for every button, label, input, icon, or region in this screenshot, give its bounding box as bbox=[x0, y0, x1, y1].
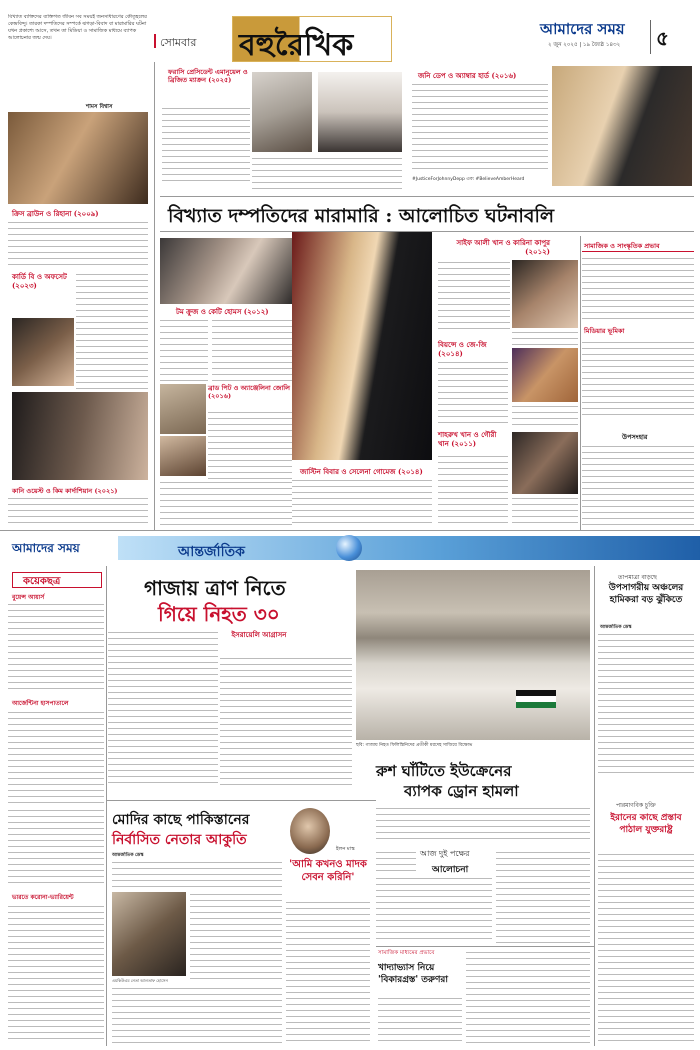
rule-v4 bbox=[594, 566, 595, 1046]
rule-v1 bbox=[154, 62, 155, 530]
brief-text-4 bbox=[8, 808, 104, 888]
rule-h3 bbox=[376, 946, 594, 947]
modi-text-3 bbox=[112, 986, 282, 1044]
modi-text-2 bbox=[190, 892, 282, 984]
saif-text bbox=[438, 260, 510, 330]
kanye-text bbox=[8, 496, 148, 526]
chris-title: ক্রিস ব্রাউন ও রিহানা (২০০৯) bbox=[12, 209, 99, 218]
justin-selena-photo bbox=[292, 232, 432, 460]
ukraine-text-4 bbox=[376, 876, 492, 944]
health-kicker: সামাজিক মাধ্যমের প্রভাবে bbox=[378, 950, 435, 956]
rihanna-photo bbox=[8, 112, 148, 204]
modi-headline-2: নির্বাসিত নেতার আকুতি bbox=[112, 832, 247, 848]
right-headline: উপসাগরীয় অঞ্চলের হামিকরা বড় ঝুঁকিতে bbox=[608, 583, 684, 605]
intl-paper-logo: আমাদের সময় bbox=[12, 541, 80, 555]
cardi-title: কার্ডি বি ও অফসেট (২০২৩) bbox=[12, 272, 67, 290]
rule-h2 bbox=[106, 800, 376, 801]
brief-item-1: বুয়েন্স আয়ার্স bbox=[12, 594, 45, 601]
tom-text bbox=[212, 318, 292, 382]
gaza-text-2 bbox=[220, 656, 352, 788]
day-divider bbox=[154, 34, 156, 48]
gaza-headline-2: গিয়ে নিহত ৩০ bbox=[158, 602, 280, 626]
rule-v3 bbox=[106, 566, 107, 1046]
main-headline: বিখ্যাত দম্পতিদের মারামারি : আলোচিত ঘটনাবলি bbox=[168, 205, 555, 227]
macron-title: ফরাসি প্রেসিডেন্ট এমানুয়েল ও ব্রিজিত ম্যাক্রন (২০২৫) bbox=[168, 68, 248, 84]
health-headline: খাদ্যাভ্যাস নিয়ে 'বিকারগ্রস্ত' তরুণরা bbox=[378, 963, 448, 985]
gaza-photo-caption: ছবি: গাজায় নিহত ফিলিস্তিনিদের প্রতীকী মরদেহ সাজিয়ে বিক্ষোভ bbox=[356, 743, 473, 748]
depp-text bbox=[412, 82, 548, 174]
intro-text: বিখ্যাত ব্যক্তিদের ব্যক্তিগত জীবন সব সময়ই জনসাধারণের কৌতূহলের কেন্দ্রবিন্দু। তারকা দম্পতিদের সম্পর্কে ঝগড়া-বিবাদ বা মারামারির ঘটনা যখন প্রকাশ্যে আসে, তখন তা মিডিয়া ও সামাজিক মাধ্যমে ব্যাপক আলোচনার জন্ম দেয়। bbox=[8, 14, 147, 41]
brad-text-2 bbox=[160, 480, 292, 528]
masthead-date: ২ জুন ২০২৫ | ১৯ জ্যৈষ্ঠ ১৪৩২ bbox=[548, 42, 621, 48]
macron-photo-1 bbox=[252, 72, 312, 152]
media-text bbox=[582, 340, 694, 416]
gaza-photo bbox=[356, 570, 590, 740]
brad-text bbox=[208, 410, 292, 480]
shahrukh-text bbox=[438, 454, 508, 526]
intl-header bbox=[0, 532, 700, 562]
rule-h-sep bbox=[0, 530, 700, 531]
shahrukh-photo bbox=[512, 432, 578, 494]
section-title-box bbox=[232, 16, 392, 62]
depp-photo bbox=[552, 66, 692, 186]
ukraine-text bbox=[376, 806, 590, 844]
musk-text bbox=[286, 900, 370, 1044]
media-title: মিডিয়ার ভূমিকা bbox=[584, 327, 625, 335]
iran-kicker: পারমাণবিক চুক্তি bbox=[616, 802, 656, 809]
page-number-rule bbox=[650, 20, 651, 54]
altaf-photo bbox=[112, 892, 186, 976]
modi-desk: আন্তর্জাতিক ডেস্ক bbox=[112, 853, 144, 858]
paper-logo: আমাদের সময় bbox=[540, 20, 625, 38]
saif-photo bbox=[512, 260, 578, 328]
saif-title: সাইফ আলী খান ও কারিনা কাপুর (২০১২) bbox=[456, 238, 550, 256]
beyonce-text bbox=[438, 360, 508, 426]
tom-text-side bbox=[160, 318, 208, 382]
right-kicker: তাপমাত্রা বাড়ছে bbox=[618, 574, 657, 581]
kanye-photo bbox=[12, 392, 148, 480]
iran-headline: ইরানের কাছে প্রস্তাব পাঠাল যুক্তরাষ্ট্র bbox=[610, 813, 682, 835]
macron-text-2 bbox=[252, 156, 402, 192]
opinion-kicker: আজ দুই পক্ষের bbox=[420, 849, 470, 858]
beyonce-text-2 bbox=[512, 404, 578, 426]
musk-headline: 'আমি কখনও মাদক সেবন করিনি' bbox=[289, 859, 367, 883]
justin-title: জাস্টিন বিবার ও সেলেনা গোমেজ (২০১৪) bbox=[300, 467, 423, 476]
right-text bbox=[598, 632, 694, 776]
tom-photo bbox=[160, 238, 292, 304]
globe-icon bbox=[336, 535, 362, 561]
brief-text-1 bbox=[8, 602, 104, 694]
brief-title: কয়েকছত্র bbox=[23, 576, 61, 587]
justin-text bbox=[292, 478, 432, 526]
ukraine-text-3 bbox=[496, 850, 590, 944]
opinion-headline: আলোচনা bbox=[432, 865, 469, 875]
health-text bbox=[466, 950, 590, 1044]
shahrukh-title: শাহরুখ খান ও গৌরী খান (২০১১) bbox=[438, 430, 497, 448]
brief-text-3 bbox=[8, 904, 104, 1044]
health-text-2 bbox=[378, 996, 462, 1044]
angelina-photo bbox=[160, 436, 206, 476]
intro-author: শামস বিশ্বাস bbox=[86, 104, 113, 110]
tom-title: টম ক্রুজ ও কেটি হোমস (২০১২) bbox=[176, 307, 269, 316]
flag-mark bbox=[516, 690, 556, 708]
depp-hashtags: #JusticeForJohnnyDepp এবং #BelieveAmberHeard bbox=[412, 177, 525, 182]
altaf-caption: এমকিউএম নেতা আলতাফ হোসেন bbox=[112, 978, 168, 983]
brad-photo bbox=[160, 384, 206, 434]
page-number: ৫ bbox=[656, 26, 669, 50]
main-headline-bar bbox=[160, 196, 694, 232]
saif-text-2 bbox=[512, 330, 578, 346]
modi-text bbox=[112, 860, 282, 890]
social-text bbox=[582, 256, 694, 320]
conclusion-title: উপসংহার bbox=[622, 433, 648, 441]
brief-item-2: আর্জেন্টিনা হাসপাতালে bbox=[12, 700, 69, 707]
right-desk: আন্তর্জাতিক ডেস্ক bbox=[600, 625, 632, 630]
beyonce-title: বিয়ন্সে ও জে-জি (২০১৪) bbox=[438, 340, 487, 358]
beyonce-photo bbox=[512, 348, 578, 402]
depp-title: জনি ডেপ ও অ্যাম্বার হার্ড (২০১৬) bbox=[418, 71, 517, 80]
gaza-text-1 bbox=[108, 630, 218, 788]
kanye-title: কানি ওয়েস্ট ও কিম কার্দাশিয়ান (২০২১) bbox=[12, 487, 118, 495]
conclusion-text bbox=[582, 444, 694, 526]
israeli-label: ইসরায়েলি আগ্রাসন bbox=[231, 630, 287, 639]
chris-text bbox=[8, 220, 148, 268]
social-title: সামাজিক ও সাংস্কৃতিক প্রভাব bbox=[584, 242, 660, 250]
macron-text bbox=[162, 106, 250, 186]
ukraine-headline-1: রুশ ঘাঁটিতে ইউক্রেনের bbox=[376, 762, 512, 780]
brief-item-3: ভারতে করোনা-ভ্যারিয়েন্ট bbox=[12, 894, 74, 901]
intl-section-title: আন্তর্জাতিক bbox=[178, 544, 245, 560]
cardi-photo bbox=[12, 318, 74, 386]
musk-photo bbox=[290, 808, 330, 854]
shahrukh-text-2 bbox=[512, 496, 578, 526]
brief-text-2 bbox=[8, 710, 104, 804]
brad-title: ব্রাড পিট ও অ্যাঞ্জেলিনা জোলি (২০১৬) bbox=[208, 384, 291, 400]
gaza-headline-1: গাজায় ত্রাণ নিতে bbox=[144, 576, 286, 600]
musk-name: ইলন মাস্ক bbox=[336, 846, 355, 852]
rule-v2 bbox=[580, 236, 581, 530]
brief-title-box bbox=[12, 572, 102, 588]
social-title-box bbox=[582, 240, 694, 252]
cardi-text bbox=[76, 272, 148, 342]
iran-text bbox=[598, 852, 694, 1044]
ukraine-headline-2: ব্যাপক ড্রোন হামলা bbox=[404, 782, 519, 800]
modi-headline-1: মোদির কাছে পাকিস্তানের bbox=[112, 812, 250, 828]
section-title: বহুরৈখিক bbox=[239, 28, 354, 63]
macron-photo-2 bbox=[318, 72, 402, 152]
masthead-day: সোমবার bbox=[160, 36, 197, 49]
